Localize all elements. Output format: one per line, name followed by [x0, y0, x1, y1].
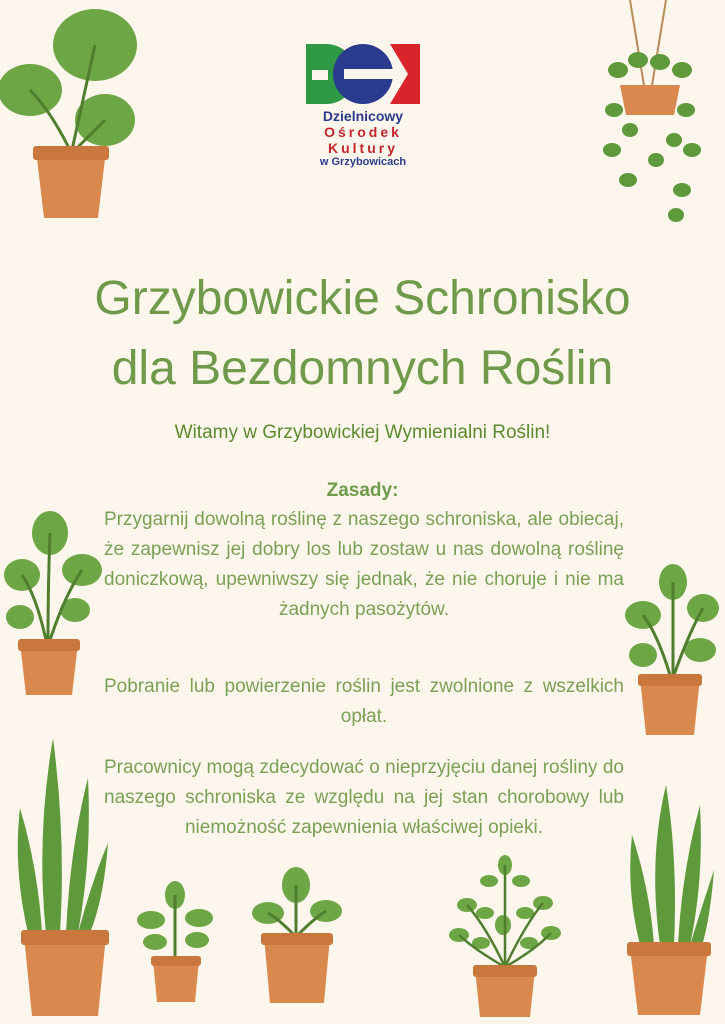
round-leaf-plant-icon — [0, 505, 110, 700]
round-leaf-plant-icon — [250, 865, 345, 1005]
title-line-1: Grzybowickie Schronisko — [94, 272, 631, 325]
rules-heading: Zasady: — [326, 480, 399, 501]
small-plant-icon — [133, 880, 218, 1005]
fern-plant-icon — [445, 855, 565, 1020]
rules-paragraph-3: Pracownicy mogą zdecydować o nieprzyjęciu danej rośliny do naszego schroniska ze względu na jej stan chorobowy lub niemożność zapewnienia właściwej opieki. — [104, 757, 624, 838]
title-line-2: dla Bezdomnych Roślin — [111, 342, 614, 395]
logo-line-4: w Grzybowicach — [319, 156, 407, 168]
monstera-plant-icon — [0, 0, 150, 225]
rules-paragraph-2: Pobranie lub powierzenie roślin jest zwolnione z wszelkich opłat. — [104, 676, 624, 727]
welcome-text: Witamy w Grzybowickiej Wymienialni Roślin! — [174, 422, 551, 443]
snake-plant-icon — [618, 780, 718, 1020]
logo-line-1: Dzielnicowy — [322, 108, 404, 124]
logo-line-3: Kultury — [328, 140, 398, 156]
logo-line-2: Ośrodek — [324, 124, 402, 140]
snake-plant-icon — [8, 738, 118, 1018]
rules-paragraph-1: Przygarnij dowolną roślinę z naszego schroniska, ale obiecaj, że zapewnisz jej dobry los lub zostaw u nas dowolną roślinę doniczkową, upewniwszy się jednak, że nie choruje i nie ma żadnych pasożytów. — [104, 509, 624, 620]
logo — [304, 42, 422, 168]
logo-mark-icon — [304, 42, 422, 106]
hanging-plant-icon — [598, 0, 713, 230]
round-leaf-plant-icon — [618, 560, 723, 740]
